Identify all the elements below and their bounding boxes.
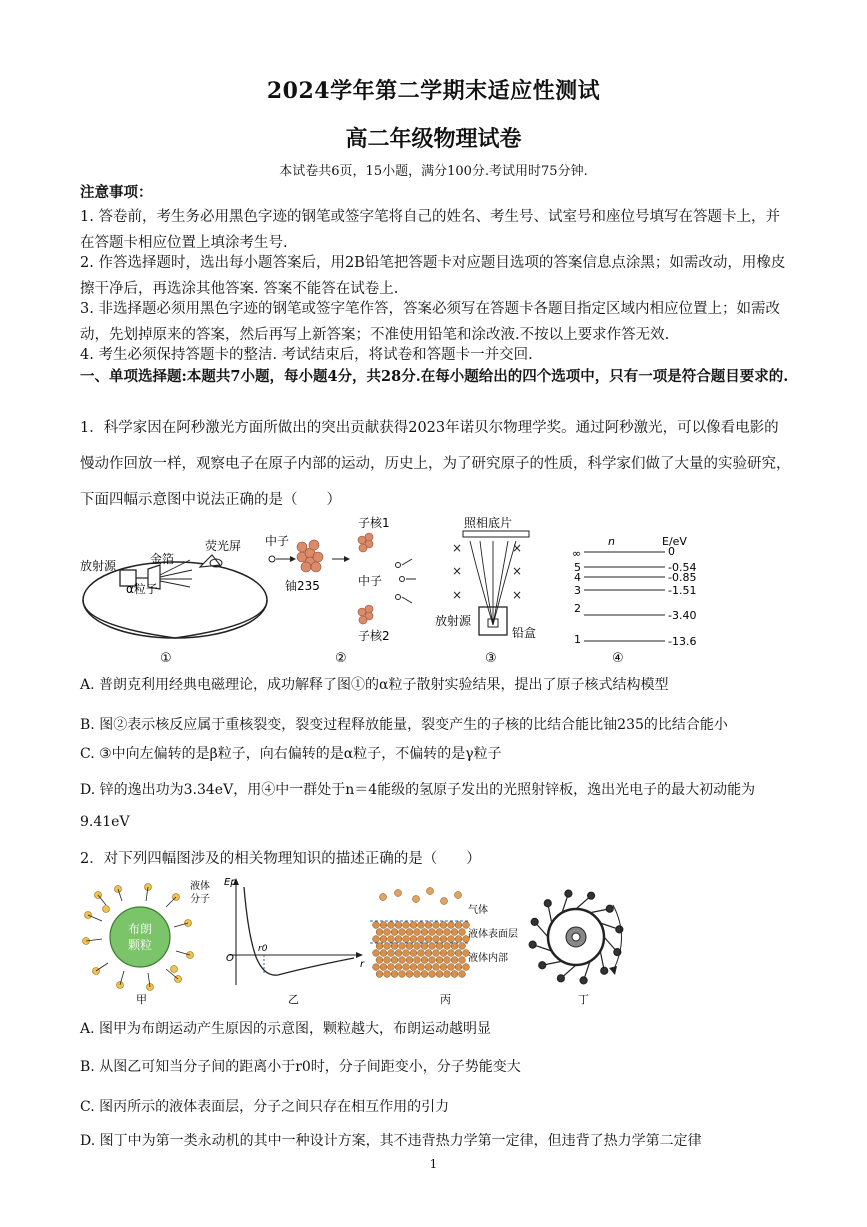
wheel-ball xyxy=(601,967,608,974)
fig4-number: ④ xyxy=(612,651,624,665)
figC-inner-label: 液体内部 xyxy=(468,953,508,964)
notes-heading: 注意事项： xyxy=(80,184,153,201)
fig1-number: ① xyxy=(160,651,172,665)
figA-number: 甲 xyxy=(136,993,147,1006)
liquid-molecule xyxy=(425,950,432,957)
q2-option-d: D. 图丁中为第一类永动机的其中一种设计方案，其不违背热力学第一定律，但违背了热力学第二定律 xyxy=(80,1133,702,1149)
fig1-alpha-scattering xyxy=(80,538,267,665)
wheel-ball xyxy=(588,892,595,899)
fig3-radiation xyxy=(435,515,536,665)
figC-number: 丙 xyxy=(440,993,451,1006)
liquid-molecule xyxy=(403,922,410,929)
liquid-molecule xyxy=(410,936,417,943)
liquid-molecule xyxy=(455,922,462,929)
liquid-molecule xyxy=(406,943,413,950)
liquid-molecule xyxy=(451,943,458,950)
liquid-molecule xyxy=(399,957,406,964)
fig3-plate-label: 照相底片 xyxy=(464,516,513,530)
svg-text:×: × xyxy=(512,588,523,602)
liquid-molecule xyxy=(444,971,451,978)
figB-r0: r0 xyxy=(258,944,268,954)
figA-label: 液体 xyxy=(190,881,210,892)
fig2-sub1-label: 子核1 xyxy=(358,516,390,530)
liquid-molecule xyxy=(395,964,402,971)
fig4-level-group xyxy=(574,561,696,648)
q1-option-d: D. 锌的逸出功为3.34eV，用④中一群处于n＝4能级的氢原子发出的光照射锌板，逸出光电子的最大初动能为9.41eV xyxy=(80,782,756,830)
liquid-molecule xyxy=(395,950,402,957)
fig2-fission xyxy=(265,515,416,665)
level-e: -0.85 xyxy=(668,571,697,584)
figB-origin: O xyxy=(226,953,234,964)
liquid-molecule xyxy=(451,971,458,978)
fig3-number: ③ xyxy=(485,651,497,665)
fig4-energy-levels xyxy=(572,535,696,665)
q1-option-a: A. 普朗克利用经典电磁理论，成功解释了图①的α粒子散射实验结果，提出了原子核式结构模型 xyxy=(80,677,669,693)
figA-center-label-2: 颗粒 xyxy=(128,938,153,952)
section-heading: 一、单项选择题:本题共7小题，每小题4分，共28分.在每小题给出的四个选项中，只有一项是符合题目要求的. xyxy=(80,368,789,385)
liquid-molecule xyxy=(459,929,466,936)
liquid-molecule xyxy=(388,964,395,971)
liquid-molecule xyxy=(451,929,458,936)
liquid-molecule xyxy=(373,964,380,971)
liquid-molecule xyxy=(418,950,425,957)
liquid-molecule xyxy=(414,929,421,936)
note-item: 3. 非选择题必须用黑色字迹的钢笔或签字笔作答，答案必须写在答题卡各题目指定区域内相应位置上；如需改动，先划掉原来的答案，然后再写上新答案；不准使用铅笔和涂改液.不按以上要求作答无效. xyxy=(80,301,780,343)
q2-option-a: A. 图甲为布朗运动产生原因的示意图，颗粒越大，布朗运动越明显 xyxy=(80,1021,492,1037)
liquid-molecule xyxy=(440,964,447,971)
liquid-molecule xyxy=(373,950,380,957)
liquid-molecule xyxy=(380,950,387,957)
liquid-molecule xyxy=(384,957,391,964)
liquid-molecule xyxy=(399,929,406,936)
fig2-neutron2-label: 中子 xyxy=(358,574,383,588)
liquid-molecule xyxy=(436,971,443,978)
level-e: -1.51 xyxy=(668,584,697,597)
figA-label-2: 分子 xyxy=(190,894,210,905)
wheel-ball xyxy=(531,918,538,925)
figC-gas-label: 气体 xyxy=(468,905,488,916)
liquid-molecule xyxy=(444,943,451,950)
fig4-e-label: E/eV xyxy=(662,535,687,548)
liquid-molecule xyxy=(448,964,455,971)
fig2-sub2-label: 子核2 xyxy=(358,629,390,643)
fig2-neutron-label: 中子 xyxy=(265,534,290,548)
liquid-molecule xyxy=(463,922,470,929)
liquid-molecule xyxy=(433,936,440,943)
liquid-molecule xyxy=(388,950,395,957)
figB-number: 乙 xyxy=(288,993,299,1006)
liquid-molecule xyxy=(433,950,440,957)
level-n: 5 xyxy=(574,561,581,574)
liquid-molecule xyxy=(373,936,380,943)
liquid-molecule xyxy=(388,936,395,943)
liquid-molecule xyxy=(463,964,470,971)
svg-text:×: × xyxy=(452,541,463,555)
svg-text:×: × xyxy=(452,564,463,578)
fig2-uranium-label: 铀235 xyxy=(285,579,320,593)
fig4-n-label: n xyxy=(608,535,615,548)
wheel-ball xyxy=(580,977,587,984)
liquid-molecule xyxy=(440,950,447,957)
svg-text:×: × xyxy=(512,541,523,555)
liquid-molecule xyxy=(429,971,436,978)
q2-figures xyxy=(78,875,638,1010)
wheel-ball xyxy=(539,962,546,969)
liquid-molecule xyxy=(388,922,395,929)
fig3-box-label: 铅盒 xyxy=(512,626,537,640)
liquid-molecule xyxy=(384,971,391,978)
liquid-molecule xyxy=(455,964,462,971)
liquid-molecule xyxy=(391,971,398,978)
exam-title: 2024学年第二学期末适应性测试 xyxy=(266,78,601,104)
liquid-molecule xyxy=(403,950,410,957)
level-n: 4 xyxy=(574,571,581,584)
q2-option-c: C. 图丙所示的液体表面层，分子之间只存在相互作用的引力 xyxy=(80,1099,450,1115)
liquid-molecule xyxy=(421,971,428,978)
wheel-ball xyxy=(544,900,551,907)
liquid-molecule xyxy=(425,922,432,929)
liquid-molecule xyxy=(436,957,443,964)
liquid-molecule xyxy=(429,929,436,936)
figD-number: 丁 xyxy=(578,993,589,1006)
wheel-ball xyxy=(565,890,572,897)
note-item: 2. 作答选择题时，选出每小题答案后，用2B铅笔把答题卡对应题目选项的答案信息点涂黑；如需改动，用橡皮擦干净后，再选涂其他答案. 答案不能答在试卷上. xyxy=(80,255,786,297)
liquid-molecule xyxy=(380,964,387,971)
wheel-ball xyxy=(557,975,564,982)
liquid-molecule xyxy=(373,922,380,929)
level-n: 1 xyxy=(574,633,581,646)
liquid-molecule xyxy=(455,936,462,943)
fig2-number: ② xyxy=(335,651,347,665)
figC-liquid-surface xyxy=(370,888,518,1007)
question-2-stem: 2．对下列四幅图涉及的相关物理知识的描述正确的是（ ） xyxy=(80,851,481,867)
figC-surface-label: 液体表面层 xyxy=(468,929,518,940)
liquid-molecule xyxy=(440,922,447,929)
liquid-molecule xyxy=(440,936,447,943)
liquid-molecule xyxy=(429,957,436,964)
figA-brownian xyxy=(83,879,211,1006)
liquid-molecule xyxy=(406,957,413,964)
liquid-molecule xyxy=(410,950,417,957)
liquid-molecule xyxy=(399,971,406,978)
liquid-molecule xyxy=(384,929,391,936)
fig1-particle-label: α粒子 xyxy=(126,582,158,596)
liquid-molecule xyxy=(459,943,466,950)
liquid-molecule xyxy=(395,922,402,929)
liquid-molecule xyxy=(414,957,421,964)
liquid-molecule xyxy=(384,943,391,950)
liquid-molecule xyxy=(436,943,443,950)
liquid-molecule xyxy=(395,936,402,943)
q1-figures xyxy=(80,515,800,665)
question-1-stem: 1．科学家因在阿秒激光方面所做出的突出贡献获得2023年诺贝尔物理学奖。通过阿秒激光，可以像看电影的慢动作回放一样，观察电子在原子内部的运动，历史上，为了研究原子的性质，科学家们做了大量的实验研究，下面四幅示意图中说法正确的是（ ） xyxy=(80,420,791,508)
liquid-molecule xyxy=(414,971,421,978)
q1-option-c: C. ③中向左偏转的是β粒子，向右偏转的是α粒子，不偏转的是γ粒子 xyxy=(80,746,502,762)
page-number: 1 xyxy=(429,1157,438,1171)
liquid-molecule xyxy=(380,936,387,943)
liquid-molecule xyxy=(425,936,432,943)
liquid-molecule xyxy=(421,943,428,950)
liquid-molecule xyxy=(425,964,432,971)
exam-info: 本试卷共6页，15小题，满分100分.考试用时75分钟. xyxy=(279,164,588,179)
level-e: -0.54 xyxy=(668,561,697,574)
liquid-molecule xyxy=(410,922,417,929)
exam-subtitle: 高二年级物理试卷 xyxy=(345,126,522,152)
liquid-molecule xyxy=(391,957,398,964)
note-item: 4. 考生必须保持答题卡的整洁. 考试结束后，将试卷和答题卡一并交回. xyxy=(80,347,533,363)
wheel-ball xyxy=(529,941,536,948)
liquid-molecule xyxy=(406,971,413,978)
fig1-screen-label: 荧光屏 xyxy=(205,539,242,553)
figD-perpetual-wheel xyxy=(529,890,623,1006)
liquid-molecule xyxy=(376,929,383,936)
fig3-source-label: 放射源 xyxy=(435,614,472,628)
svg-text:×: × xyxy=(452,588,463,602)
liquid-molecule xyxy=(455,950,462,957)
liquid-molecule xyxy=(403,964,410,971)
liquid-molecule xyxy=(421,929,428,936)
liquid-molecule xyxy=(380,922,387,929)
level-e: -3.40 xyxy=(668,609,697,622)
liquid-molecule xyxy=(414,943,421,950)
liquid-molecule xyxy=(459,971,466,978)
figA-center-label: 布朗 xyxy=(128,922,153,936)
liquid-molecule xyxy=(451,957,458,964)
liquid-molecule xyxy=(399,943,406,950)
figB-xlabel: r xyxy=(360,959,365,970)
svg-text:×: × xyxy=(512,564,523,578)
liquid-molecule xyxy=(391,929,398,936)
liquid-molecule xyxy=(421,957,428,964)
wheel-ball xyxy=(606,905,613,912)
fig1-source-label: 放射源 xyxy=(80,559,117,573)
liquid-molecule xyxy=(403,936,410,943)
level-n: 3 xyxy=(574,584,581,597)
liquid-molecule xyxy=(376,971,383,978)
liquid-molecule xyxy=(459,957,466,964)
liquid-molecule xyxy=(448,950,455,957)
liquid-molecule xyxy=(444,929,451,936)
level-e: -13.6 xyxy=(668,635,697,648)
note-item: 1. 答卷前，考生务必用黑色字迹的钢笔或签字笔将自己的姓名、考生号、试室号和座位号填写在答题卡上，并在答题卡相应位置上填涂考生号. xyxy=(80,209,780,251)
q2-option-b: B. 从图乙可知当分子间的距离小于r0时，分子间距变小，分子势能变大 xyxy=(80,1059,521,1075)
liquid-molecule xyxy=(433,964,440,971)
liquid-molecule xyxy=(444,957,451,964)
liquid-molecule xyxy=(448,922,455,929)
liquid-molecule xyxy=(391,943,398,950)
liquid-molecule xyxy=(418,936,425,943)
level-n: 2 xyxy=(574,602,581,615)
fig1-foil-label: 金箔 xyxy=(150,552,175,566)
q1-option-b: B. 图②表示核反应属于重核裂变，裂变过程释放能量，裂变产生的子核的比结合能比铀235的比结合能小 xyxy=(80,717,728,733)
liquid-molecule xyxy=(410,964,417,971)
liquid-molecule xyxy=(418,922,425,929)
fig4-inf-energy: 0 xyxy=(668,545,675,558)
liquid-molecule xyxy=(433,922,440,929)
liquid-molecule xyxy=(436,929,443,936)
figB-potential-curve xyxy=(224,877,365,1006)
liquid-molecule xyxy=(376,943,383,950)
liquid-molecule xyxy=(418,964,425,971)
fig4-inf-label: ∞ xyxy=(572,547,582,560)
liquid-molecule xyxy=(429,943,436,950)
figB-ylabel: Ep xyxy=(224,877,237,888)
liquid-molecule xyxy=(376,957,383,964)
liquid-molecule xyxy=(448,936,455,943)
wheel-ball xyxy=(616,926,623,933)
liquid-molecule xyxy=(406,929,413,936)
